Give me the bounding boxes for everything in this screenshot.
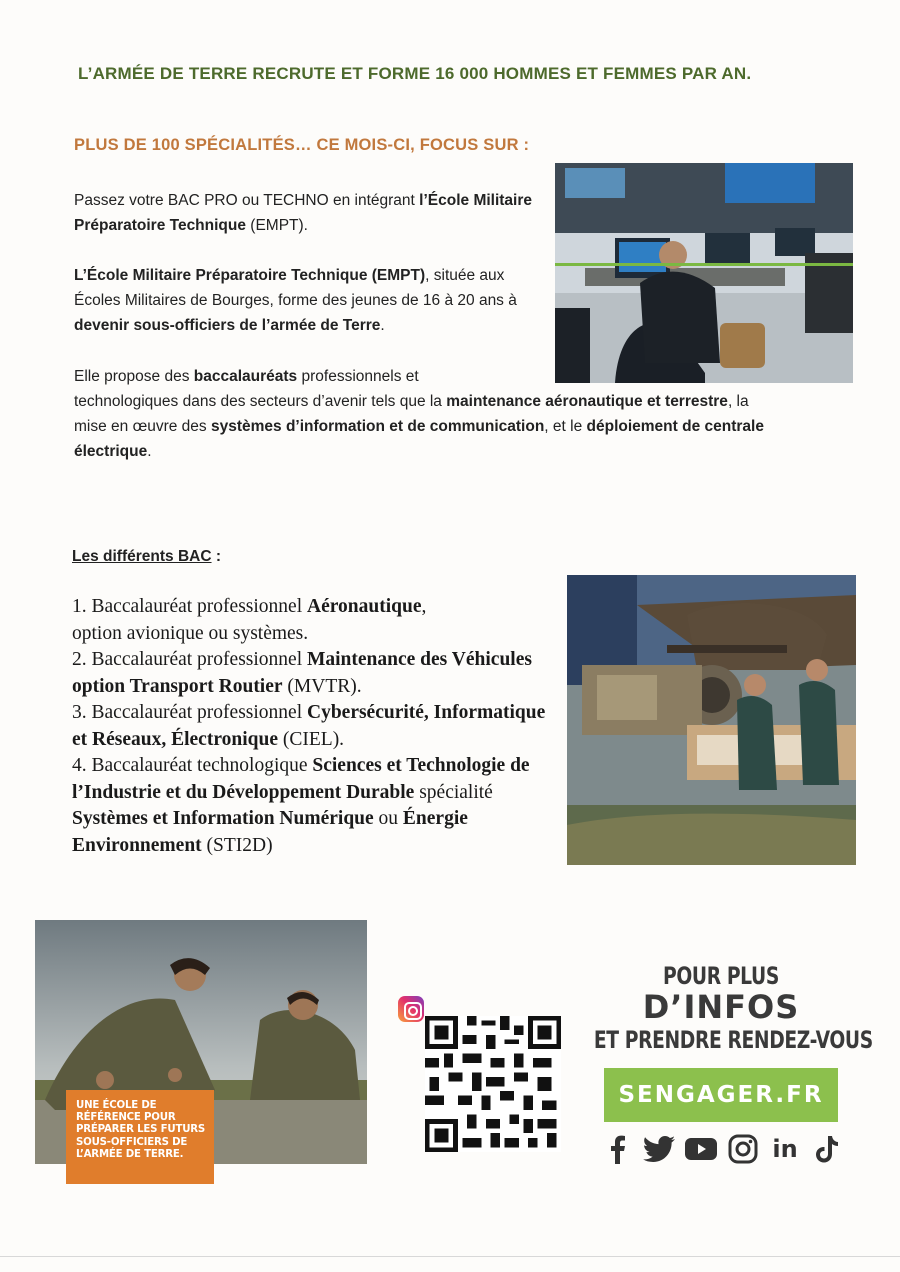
bac-section-title bbox=[72, 548, 221, 566]
tiktok-icon[interactable] bbox=[810, 1132, 844, 1166]
youtube-icon[interactable] bbox=[684, 1132, 718, 1166]
bac-item-prefix: 3. Baccalauréat professionnel bbox=[72, 702, 307, 723]
bac-item-prefix: 4. Baccalauréat technologique bbox=[72, 755, 313, 776]
intro-text: (EMPT). bbox=[245, 217, 308, 234]
helicopter-workshop-photo bbox=[567, 575, 856, 865]
bac-item-text: spécialité bbox=[414, 781, 493, 803]
bac-section-title-suffix: : bbox=[211, 548, 221, 565]
bac-item-rest: (MVTR). bbox=[282, 675, 362, 697]
facebook-icon[interactable] bbox=[600, 1132, 634, 1166]
intro-text: , située aux Écoles Militaires de Bourges, forme des jeunes de 16 à 20 ans à bbox=[74, 267, 517, 309]
intro-emphasis: maintenance aéronautique et terrestre bbox=[446, 393, 728, 410]
page-bottom-divider bbox=[0, 1256, 900, 1257]
instagram-icon[interactable] bbox=[726, 1132, 760, 1166]
intro-paragraph-2 bbox=[74, 263, 544, 338]
website-link[interactable]: SENGAGER.FR bbox=[604, 1068, 838, 1122]
bac-item-rest: , bbox=[421, 596, 427, 617]
twitter-icon[interactable] bbox=[642, 1132, 676, 1166]
linkedin-icon[interactable]: in bbox=[772, 1135, 798, 1163]
intro-text: . bbox=[147, 443, 152, 460]
cta-block bbox=[588, 962, 873, 1056]
intro-text: technologiques dans des secteurs d’avenir tels que la bbox=[74, 393, 447, 410]
intro-text: , la mise en œuvre des bbox=[74, 393, 749, 435]
intro-line: Elle propose des baccalauréats professionnels et bbox=[74, 368, 419, 385]
intro-text: Elle propose des bbox=[74, 368, 194, 385]
list-item bbox=[72, 753, 562, 859]
intro-text: . bbox=[380, 317, 385, 334]
bac-item-rest: (STI2D) bbox=[201, 834, 273, 856]
intro-emphasis: l’École Militaire Préparatoire Technique bbox=[74, 192, 533, 234]
bac-item-prefix: 1. Baccalauréat professionnel bbox=[72, 596, 307, 617]
bac-item-option: option avionique ou systèmes. bbox=[72, 622, 309, 644]
intro-text: Passez votre BAC PRO ou TECHNO en intégrant bbox=[74, 192, 420, 209]
bac-item-name: Maintenance des Véhicules option Transport Routier bbox=[72, 649, 532, 697]
intro-emphasis: déploiement de centrale électrique bbox=[74, 418, 764, 460]
list-item bbox=[72, 647, 562, 700]
intro-emphasis: baccalauréats bbox=[193, 368, 298, 385]
bac-item-text: ou bbox=[373, 808, 403, 829]
bac-item-name: Systèmes et Information Numérique bbox=[72, 808, 374, 829]
classroom-photo bbox=[555, 163, 853, 383]
intro-text: , et le bbox=[544, 418, 587, 435]
bac-item-name: Sciences et Technologie de l’Industrie et du Développement Durable bbox=[72, 755, 530, 803]
qr-code[interactable] bbox=[425, 1016, 561, 1152]
focus-title: PLUS DE 100 SPÉCIALITÉS… CE MOIS-CI, FOCUS SUR : bbox=[74, 136, 530, 154]
bac-section-title-text: Les différents BAC bbox=[72, 548, 212, 565]
page-headline: L’ARMÉE DE TERRE RECRUTE ET FORME 16 000 HOMMES ET FEMMES PAR AN. bbox=[78, 64, 752, 83]
cta-line-1: POUR PLUS bbox=[663, 962, 779, 990]
bac-item-rest: (CIEL). bbox=[278, 728, 345, 750]
instagram-icon bbox=[398, 996, 424, 1022]
bac-item-name: Cybersécurité, Informatique et Réseaux, Électronique bbox=[72, 702, 546, 750]
bac-item-name: Aéronautique bbox=[306, 596, 422, 617]
list-item bbox=[72, 700, 562, 753]
list-item bbox=[72, 594, 562, 647]
intro-paragraph-1 bbox=[74, 188, 544, 238]
social-links bbox=[600, 1130, 844, 1168]
promo-box: UNE ÉCOLE DE RÉFÉRENCE POUR PRÉPARER LES FUTURS SOUS-OFFICIERS DE L’ARMÉE DE TERRE. bbox=[66, 1090, 214, 1184]
intro-emphasis: systèmes d’information et de communication bbox=[210, 418, 545, 435]
cta-line-2: D’INFOS bbox=[642, 988, 800, 1026]
bac-item-prefix: 2. Baccalauréat professionnel bbox=[72, 649, 307, 670]
bac-list bbox=[72, 594, 562, 859]
intro-emphasis: L’École Militaire Préparatoire Technique (EMPT) bbox=[74, 267, 426, 284]
bac-item-name: Énergie Environnement bbox=[72, 808, 468, 856]
intro-emphasis: devenir sous-officiers de l’armée de Terre bbox=[74, 317, 381, 334]
cta-line-3: ET PRENDRE RENDEZ-VOUS bbox=[593, 1026, 873, 1054]
